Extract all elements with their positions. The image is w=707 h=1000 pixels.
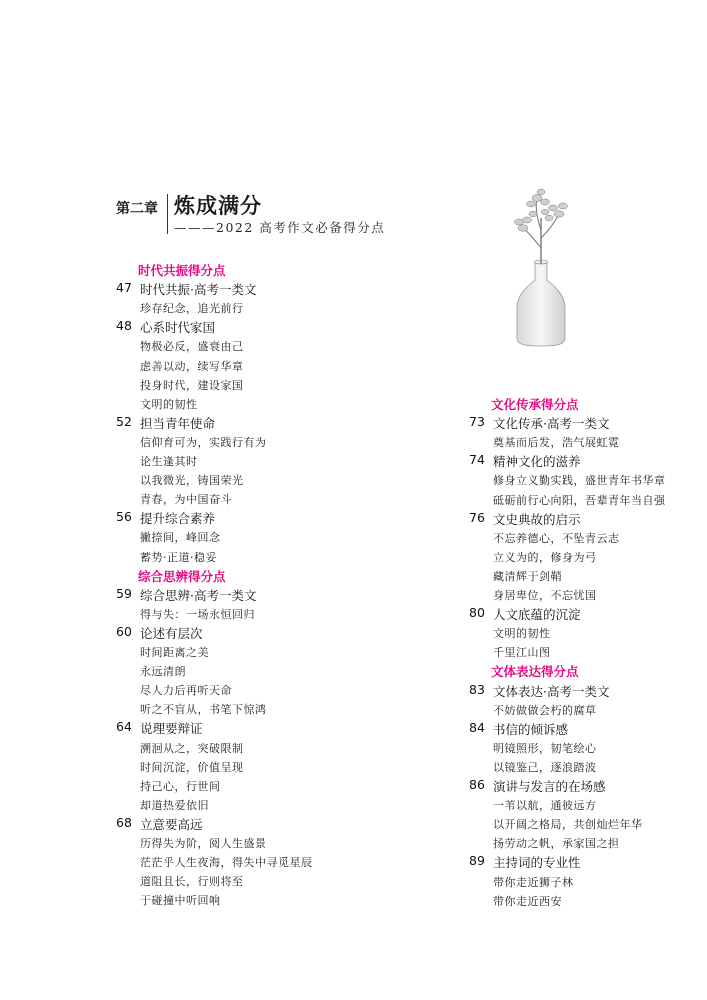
section-heading: 综合思辨得分点 bbox=[138, 568, 226, 584]
toc-entry[interactable] bbox=[116, 814, 203, 832]
toc-subentry[interactable]: 带你走近狮子林 bbox=[493, 875, 574, 889]
toc-subentry[interactable]: 珍存纪念，追光前行 bbox=[140, 302, 244, 316]
toc-page-number: 86 bbox=[469, 777, 485, 792]
toc-entry-title: 说理要辩证 bbox=[140, 721, 203, 737]
toc-page-number: 80 bbox=[469, 605, 485, 621]
toc-page-number: 52 bbox=[116, 413, 132, 429]
toc-subentry[interactable]: 以镜鉴己，逐浪踏波 bbox=[493, 760, 597, 774]
header-divider bbox=[167, 194, 168, 234]
toc-subentry[interactable]: 立义为的，修身为弓 bbox=[493, 550, 597, 564]
toc-subentry[interactable]: 千里江山图 bbox=[493, 646, 551, 660]
toc-entry-title: 文史典故的启示 bbox=[493, 511, 581, 527]
toc-entry-title: 综合思辨·高考一类文 bbox=[140, 587, 257, 603]
toc-subentry[interactable]: 茫茫乎人生夜海，得失中寻觅星辰 bbox=[140, 856, 313, 870]
toc-entry-title: 主持词的专业性 bbox=[493, 855, 581, 871]
toc-subentry[interactable]: 持己心，行世间 bbox=[140, 779, 221, 793]
toc-page-number: 73 bbox=[469, 414, 485, 430]
toc-page-number: 74 bbox=[469, 452, 485, 468]
toc-entry-title: 人文底蕴的沉淀 bbox=[493, 607, 581, 623]
toc-entry[interactable] bbox=[116, 318, 216, 336]
toc-subentry[interactable]: 带你走近西安 bbox=[493, 894, 562, 908]
toc-entry[interactable] bbox=[469, 681, 610, 699]
toc-subentry[interactable]: 以开阔之格局，共创灿烂年华 bbox=[493, 818, 643, 832]
toc-page-number: 59 bbox=[116, 585, 132, 601]
toc-subentry[interactable]: 不忘养德心，不坠青云志 bbox=[493, 531, 620, 545]
toc-subentry[interactable]: 青春，为中国奋斗 bbox=[140, 493, 232, 507]
flower-vase-illustration bbox=[505, 188, 577, 348]
toc-subentry[interactable]: 于碰撞中听回响 bbox=[140, 894, 221, 908]
toc-subentry[interactable]: 藏清辉于剑鞘 bbox=[493, 569, 562, 583]
toc-page-number: 64 bbox=[116, 719, 132, 735]
toc-subentry[interactable]: 以我微光，铸国荣光 bbox=[140, 474, 244, 488]
toc-entry[interactable] bbox=[469, 414, 610, 432]
section-heading: 文化传承得分点 bbox=[491, 397, 579, 412]
toc-entry[interactable] bbox=[116, 585, 257, 603]
toc-subentry[interactable]: 蓄势·正道·稳妥 bbox=[140, 550, 217, 564]
toc-entry-title: 立意要高远 bbox=[140, 816, 203, 832]
toc-entry[interactable] bbox=[469, 509, 581, 527]
toc-entry-title: 论述有层次 bbox=[140, 625, 203, 641]
toc-subentry[interactable]: 撇捺间，峰回念 bbox=[140, 531, 221, 545]
toc-page-number: 68 bbox=[116, 814, 132, 830]
toc-page-number: 48 bbox=[116, 318, 132, 334]
toc-subentry[interactable]: 时间距离之美 bbox=[140, 646, 209, 659]
toc-entry[interactable] bbox=[116, 413, 216, 431]
toc-subentry[interactable]: 永远清朗 bbox=[140, 665, 186, 679]
toc-entry-title: 书信的倾诉感 bbox=[493, 721, 569, 737]
toc-subentry[interactable]: 虑善以动，续写华章 bbox=[140, 359, 244, 373]
toc-subentry[interactable]: 投身时代，建设家国 bbox=[140, 378, 244, 392]
toc-page-number: 60 bbox=[116, 623, 132, 639]
toc-subentry[interactable]: 文明的韧性 bbox=[140, 397, 198, 411]
toc-subentry[interactable]: 道阻且长，行则将至 bbox=[140, 875, 244, 889]
toc-entry[interactable] bbox=[469, 777, 606, 794]
toc-subentry[interactable]: 奠基而后发，浩气展虹霓 bbox=[493, 436, 620, 450]
toc-subentry[interactable]: 物极必反，盛衰由己 bbox=[140, 340, 244, 354]
toc-entry[interactable] bbox=[116, 509, 216, 527]
toc-subentry[interactable]: 历得失为阶，阅人生盛景 bbox=[140, 837, 267, 850]
toc-entry[interactable] bbox=[116, 623, 203, 641]
toc-entry-title: 心系时代家国 bbox=[140, 320, 216, 336]
toc-entry-title: 提升综合素养 bbox=[140, 511, 216, 527]
toc-entry[interactable] bbox=[116, 719, 203, 737]
toc-page-number: 56 bbox=[116, 509, 132, 525]
toc-entry[interactable] bbox=[469, 719, 569, 737]
toc-entry[interactable] bbox=[469, 452, 581, 470]
chapter-subtitle: ———2022 高考作文必备得分点 bbox=[174, 220, 386, 235]
toc-page-number: 84 bbox=[469, 719, 485, 735]
toc-entry[interactable] bbox=[469, 605, 581, 623]
toc-entry-title: 文体表达·高考一类文 bbox=[493, 683, 610, 699]
toc-subentry[interactable]: 溯洄从之，突破限制 bbox=[140, 741, 244, 755]
toc-subentry[interactable]: 身居卑位，不忘忧国 bbox=[493, 589, 597, 602]
section-heading: 文体表达得分点 bbox=[491, 664, 579, 680]
toc-subentry[interactable]: 尽人力后再听天命 bbox=[140, 684, 232, 698]
toc-entry-title: 精神文化的滋养 bbox=[493, 454, 581, 470]
toc-page-number: 76 bbox=[469, 509, 485, 525]
toc-subentry[interactable]: 信仰育可为，实践行有为 bbox=[140, 435, 267, 449]
toc-entry[interactable] bbox=[469, 853, 581, 871]
toc-subentry[interactable]: 明镜照形，韧笔绘心 bbox=[493, 741, 597, 755]
toc-subentry[interactable]: 修身立义勤实践，盛世青年书华章 bbox=[493, 474, 666, 488]
toc-entry[interactable] bbox=[116, 280, 257, 298]
toc-page-number: 89 bbox=[469, 853, 485, 869]
toc-subentry[interactable]: 一苇以航，通彼远方 bbox=[493, 799, 597, 813]
chapter-title: 炼成满分 bbox=[174, 194, 262, 218]
toc-subentry[interactable]: 扬劳动之帆，承家国之担 bbox=[493, 837, 620, 851]
toc-entry-title: 担当青年使命 bbox=[140, 415, 216, 431]
section-heading: 时代共振得分点 bbox=[138, 263, 226, 278]
toc-subentry[interactable]: 论生逢其时 bbox=[140, 455, 198, 468]
toc-subentry[interactable]: 砥砺前行心向阳，吾辈青年当自强 bbox=[493, 493, 666, 507]
toc-entry-title: 演讲与发言的在场感 bbox=[493, 779, 606, 794]
toc-subentry[interactable]: 却道热爱依旧 bbox=[140, 798, 209, 812]
toc-subentry[interactable]: 文明的韧性 bbox=[493, 627, 551, 641]
toc-subentry[interactable]: 听之不盲从，书笔下惊鸿 bbox=[140, 703, 267, 717]
chapter-label: 第二章 bbox=[116, 201, 158, 217]
toc-page-number: 83 bbox=[469, 681, 485, 697]
toc-subentry[interactable]: 时间沉淀，价值呈现 bbox=[140, 760, 244, 774]
toc-page-number: 47 bbox=[116, 280, 132, 296]
toc-entry-title: 文化传承·高考一类文 bbox=[493, 416, 610, 432]
toc-subentry[interactable]: 不妨做做会朽的腐草 bbox=[493, 703, 597, 717]
toc-subentry[interactable]: 得与失：一场永恒回归 bbox=[140, 607, 255, 621]
toc-entry-title: 时代共振·高考一类文 bbox=[140, 282, 257, 298]
